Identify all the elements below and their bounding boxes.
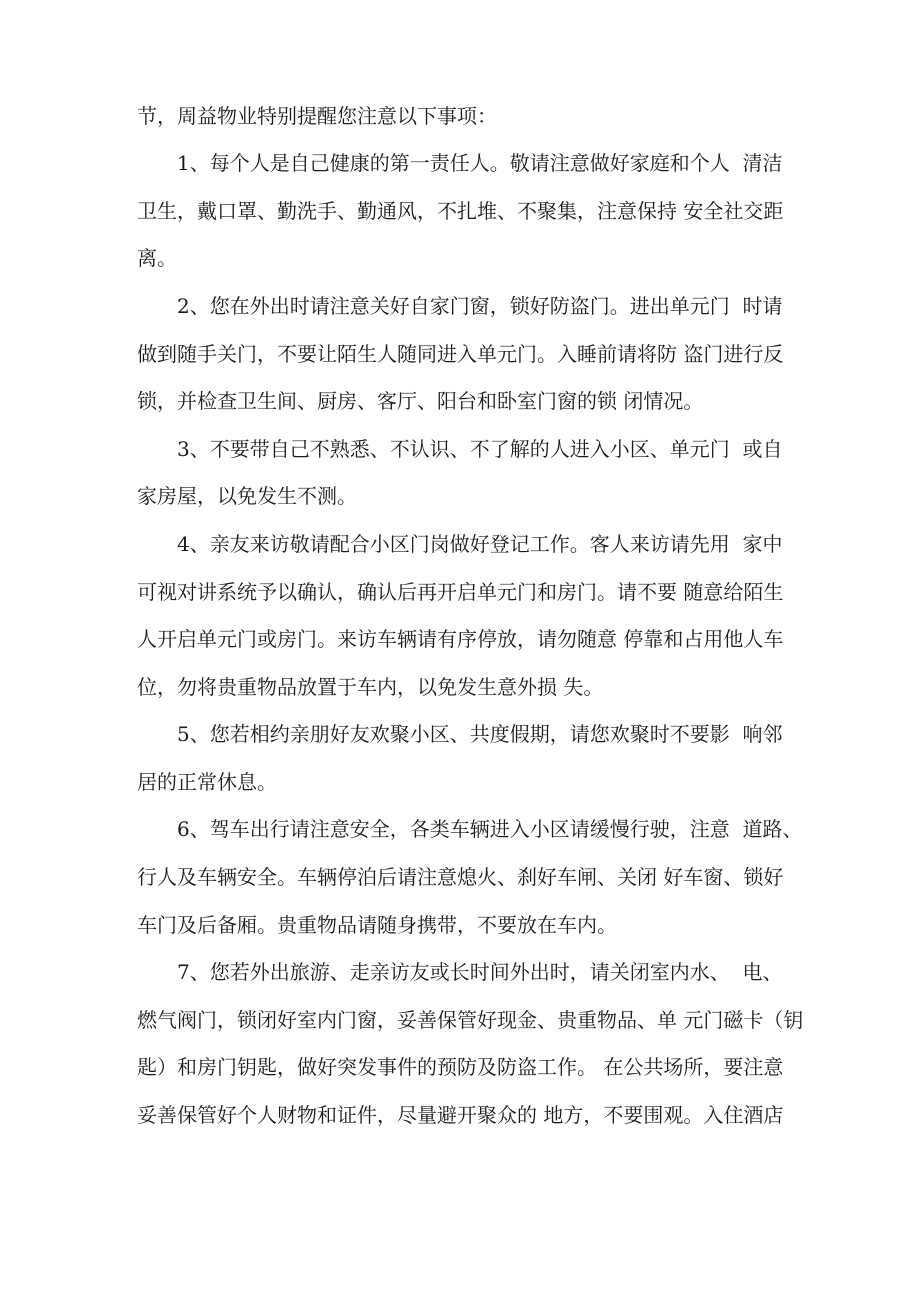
text-line: 位，勿将贵重物品放置于车内，以免发生意外损 失。: [137, 675, 604, 699]
text-line: 7、您若外出旅游、走亲访友或长时间外出时，请关闭室内水、 电、: [177, 960, 783, 984]
text-line: 匙）和房门钥匙，做好突发事件的预防及防盗工作。 在公共场所，要注意: [137, 1055, 784, 1079]
text-line: 可视对讲系统予以确认，确认后再开启单元门和房门。请不要 随意给陌生: [137, 580, 784, 604]
text-line: 5、您若相约亲朋好友欢聚小区、共度假期，请您欢聚时不要影 响邻: [177, 722, 783, 746]
text-line: 6、驾车出行请注意安全，各类车辆进入小区请缓慢行驶，注意 道路、: [177, 817, 803, 841]
text-line: 2、您在外出时请注意关好自家门窗，锁好防盗门。进出单元门 时请: [177, 294, 783, 318]
text-line: 离。: [137, 246, 177, 270]
text-line: 做到随手关门，不要让陌生人随同进入单元门。入睡前请将防 盗门进行反: [137, 342, 784, 366]
text-line: 节，周益物业特别提醒您注意以下事项：: [137, 104, 497, 128]
text-line: 卫生，戴口罩、勤洗手、勤通风，不扎堆、不聚集，注意保持 安全社交距: [137, 199, 784, 223]
text-line: 锁，并检查卫生间、厨房、客厅、阳台和卧室门窗的锁 闭情况。: [137, 389, 704, 413]
text-line: 家房屋，以免发生不测。: [137, 484, 357, 508]
text-line: 3、不要带自己不熟悉、不认识、不了解的人进入小区、单元门 或自: [177, 437, 783, 461]
text-line: 居的正常休息。: [137, 770, 277, 794]
text-line: 燃气阀门，锁闭好室内门窗，妥善保管好现金、贵重物品、单 元门磁卡（钥: [137, 1008, 804, 1032]
text-line: 4、亲友来访敬请配合小区门岗做好登记工作。客人来访请先用 家中: [177, 532, 783, 556]
text-line: 1、每个人是自己健康的第一责任人。敬请注意做好家庭和个人 清洁: [177, 151, 783, 175]
text-line: 妥善保管好个人财物和证件，尽量避开聚众的 地方，不要围观。入住酒店: [137, 1103, 784, 1127]
text-line: 人开启单元门或房门。来访车辆请有序停放，请勿随意 停靠和占用他人车: [137, 627, 784, 651]
text-line: 车门及后备厢。贵重物品请随身携带，不要放在车内。: [137, 913, 617, 937]
text-line: 行人及车辆安全。车辆停泊后请注意熄火、刹好车闸、关闭 好车窗、锁好: [137, 865, 784, 889]
